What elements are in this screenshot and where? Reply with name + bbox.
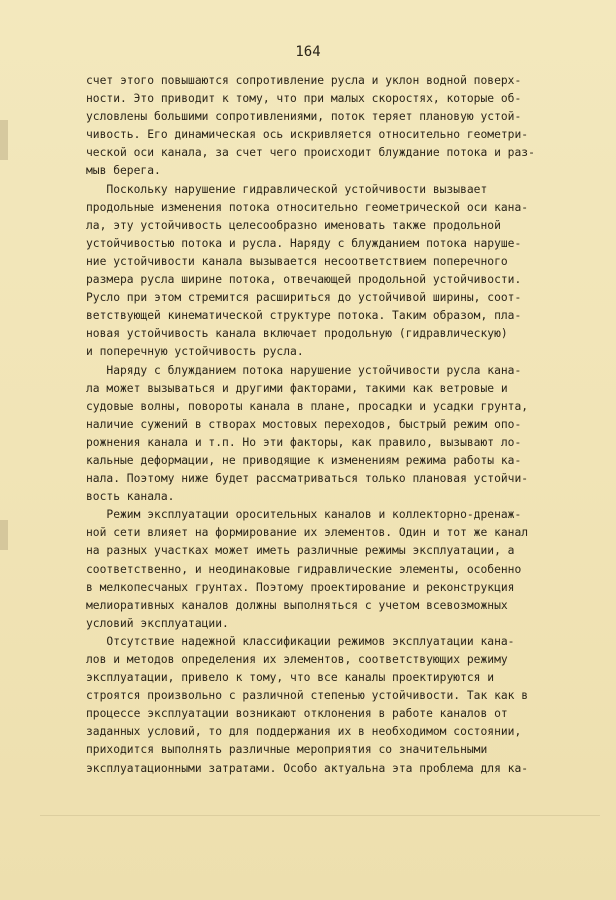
text-line: ветствующей кинематической структуре потока. Таким образом, пла- bbox=[86, 309, 522, 323]
page-edge-mark bbox=[0, 520, 8, 550]
text-line: рожнения канала и т.п. Но эти факторы, как правило, вызывают ло- bbox=[86, 435, 522, 449]
text-line: кальные деформации, не приводящие к изменениям режима работы ка- bbox=[86, 453, 522, 467]
text-line: судовые волны, повороты канала в плане, просадки и усадки грунта, bbox=[86, 399, 529, 413]
text-line: ла, эту устойчивость целесообразно именовать также продольной bbox=[86, 218, 501, 232]
text-line: эксплуатации, привело к тому, что все каналы проектируются и bbox=[86, 671, 495, 685]
text-line: соответственно, и неодинаковые гидравлические элементы, особенно bbox=[86, 562, 522, 576]
text-line: Наряду с блужданием потока нарушение устойчивости русла кана- bbox=[86, 363, 522, 377]
text-line: ческой оси канала, за счет чего происходит блуждание потока и раз- bbox=[86, 146, 535, 160]
text-line: лов и методов определения их элементов, соответствующих режиму bbox=[86, 653, 508, 666]
text-line: Русло при этом стремится расшириться до устойчивой ширины, соот- bbox=[86, 291, 522, 305]
page-edge-mark bbox=[0, 120, 8, 160]
text-line: на разных участках может иметь различные режимы эксплуатации, а bbox=[86, 544, 515, 558]
text-line: эксплуатационными затратами. Особо актуальна эта проблема для ка- bbox=[86, 761, 529, 775]
text-line: процессе эксплуатации возникают отклонения в работе каналов от bbox=[86, 707, 508, 721]
text-line: строятся произвольно с различной степенью устойчивости. Так как в bbox=[86, 689, 529, 703]
text-line: продольные изменения потока относительно геометрической оси кана- bbox=[86, 200, 529, 214]
text-line: счет этого повышаются сопротивление русла и уклон водной поверх- bbox=[86, 74, 522, 87]
text-line: условлены большими сопротивлениями, поток теряет плановую устой- bbox=[86, 110, 522, 124]
text-line: вость канала. bbox=[86, 490, 175, 504]
text-line: и поперечную устойчивость русла. bbox=[86, 345, 304, 359]
text-line: размера русла ширине потока, отвечающей продольной устойчивости. bbox=[86, 273, 522, 287]
text-line: ла может вызываться и другими факторами, такими как ветровые и bbox=[86, 381, 508, 395]
page-number: 164 bbox=[295, 44, 321, 60]
text-line: новая устойчивость канала включает продольную (гидравлическую) bbox=[86, 327, 508, 341]
text-line: мелиоративных каналов должны выполняться с учетом всевозможных bbox=[86, 598, 508, 612]
text-line: нала. Поэтому ниже будет рассматриваться только плановая устойчи- bbox=[86, 472, 529, 486]
body-text bbox=[86, 72, 596, 778]
text-line: мыв берега. bbox=[86, 164, 161, 178]
text-line: в мелкопесчаных грунтах. Поэтому проектирование и реконструкция bbox=[86, 580, 515, 594]
text-line: ной сети влияет на формирование их элементов. Один и тот же канал bbox=[86, 526, 529, 540]
text-line: Отсутствие надежной классификации режимов эксплуатации кана- bbox=[86, 634, 515, 648]
text-line: ности. Это приводит к тому, что при малых скоростях, которые об- bbox=[86, 92, 522, 106]
text-line: наличие сужений в створах мостовых переходов, быстрый режим опо- bbox=[86, 417, 522, 431]
text-line: устойчивостью потока и русла. Наряду с блужданием потока наруше- bbox=[86, 236, 522, 250]
page-fold bbox=[40, 815, 600, 816]
text-line: условий эксплуатации. bbox=[86, 616, 229, 630]
text-line: ние устойчивости канала вызывается несоответствием поперечного bbox=[86, 254, 508, 268]
text-line: Режим эксплуатации оросительных каналов и коллекторно-дренаж- bbox=[86, 508, 522, 522]
text-line: заданных условий, то для поддержания их в необходимом состоянии, bbox=[86, 725, 522, 739]
text-line: Поскольку нарушение гидравлической устойчивости вызывает bbox=[86, 182, 488, 196]
text-line: чивость. Его динамическая ось искривляется относительно геометри- bbox=[86, 128, 529, 142]
text-line: приходится выполнять различные мероприятия со значительными bbox=[86, 743, 488, 757]
